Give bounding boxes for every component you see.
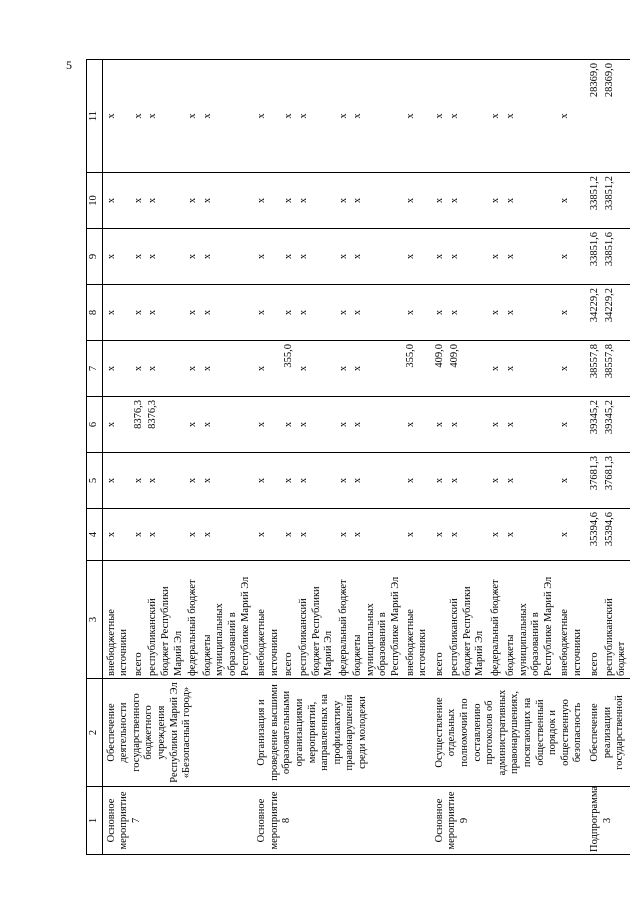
measure-name: Основное мероприятие 8 — [253, 787, 431, 855]
funding-source: внебюджетные источники — [253, 561, 282, 679]
amount-cell: x — [186, 509, 201, 561]
funding-source: бюджеты муниципальных образований в Республике Марий Эл — [351, 561, 403, 679]
funding-source: внебюджетные источники — [404, 561, 431, 679]
funding-source: всего — [586, 561, 603, 679]
amount-cell: x — [489, 509, 504, 561]
funding-source: всего — [431, 561, 448, 679]
amount-cell: 8376,3 — [146, 397, 186, 453]
amount-cell: 33851,2 — [603, 173, 630, 229]
amount-cell: x — [431, 453, 448, 509]
amount-cell: x — [431, 60, 448, 173]
amount-cell: x — [404, 453, 431, 509]
table-row — [253, 60, 282, 855]
column-number: 8 — [87, 285, 103, 341]
amount-cell: x — [186, 285, 201, 341]
amount-cell: x — [337, 509, 352, 561]
amount-cell: x — [337, 397, 352, 453]
amount-cell: x — [337, 341, 352, 397]
funding-source: республиканский бюджет Республики Марий Эл — [448, 561, 489, 679]
amount-cell: x — [504, 397, 558, 453]
amount-cell: x — [102, 509, 132, 561]
amount-cell: x — [102, 60, 132, 173]
amount-cell: x — [297, 341, 337, 397]
amount-cell: x — [132, 60, 147, 173]
amount-cell: 39345,2 — [586, 397, 603, 453]
amount-cell: x — [132, 453, 147, 509]
funding-source: бюджеты муниципальных образований в Республике Марий Эл — [504, 561, 558, 679]
amount-cell: x — [504, 509, 558, 561]
amount-cell: x — [282, 509, 297, 561]
amount-cell: x — [282, 397, 297, 453]
amount-cell: x — [558, 453, 586, 509]
table-row — [102, 60, 132, 855]
table-row — [431, 60, 448, 855]
amount-cell: x — [504, 341, 558, 397]
measure-description: Организация и проведение высшими образовательными организациями мероприятий, направленных на профилактику правонарушений среди молодежи — [253, 679, 431, 787]
amount-cell: x — [337, 453, 352, 509]
amount-cell: x — [431, 229, 448, 285]
amount-cell: x — [253, 509, 282, 561]
column-number: 10 — [87, 173, 103, 229]
table-row — [586, 60, 603, 855]
amount-cell: x — [102, 229, 132, 285]
amount-cell: x — [351, 173, 403, 229]
amount-cell: x — [351, 341, 403, 397]
amount-cell: x — [132, 509, 147, 561]
amount-cell: 28369,0 — [603, 60, 630, 173]
funding-source: федеральный бюджет — [186, 561, 201, 679]
amount-cell: x — [431, 173, 448, 229]
amount-cell: x — [253, 397, 282, 453]
amount-cell: 355,0 — [282, 341, 297, 397]
amount-cell: x — [146, 341, 186, 397]
amount-cell: x — [282, 173, 297, 229]
amount-cell: x — [558, 509, 586, 561]
amount-cell: x — [201, 60, 253, 173]
amount-cell: x — [201, 453, 253, 509]
amount-cell: x — [351, 453, 403, 509]
amount-cell: x — [297, 453, 337, 509]
amount-cell: x — [282, 285, 297, 341]
funding-source: федеральный бюджет — [489, 561, 504, 679]
column-number: 3 — [87, 561, 103, 679]
column-number: 4 — [87, 509, 103, 561]
amount-cell: x — [504, 60, 558, 173]
amount-cell: x — [201, 285, 253, 341]
column-number: 11 — [87, 60, 103, 173]
amount-cell: x — [404, 397, 431, 453]
amount-cell: x — [282, 229, 297, 285]
amount-cell: x — [297, 173, 337, 229]
amount-cell: x — [489, 229, 504, 285]
amount-cell: x — [351, 60, 403, 173]
amount-cell: 35394,6 — [603, 509, 630, 561]
amount-cell: x — [253, 453, 282, 509]
amount-cell: x — [404, 229, 431, 285]
amount-cell: x — [337, 173, 352, 229]
amount-cell: x — [282, 453, 297, 509]
column-number: 6 — [87, 397, 103, 453]
amount-cell: 34229,2 — [603, 285, 630, 341]
amount-cell: 35394,6 — [586, 509, 603, 561]
funding-source: федеральный бюджет — [337, 561, 352, 679]
column-number: 9 — [87, 229, 103, 285]
amount-cell: x — [146, 453, 186, 509]
amount-cell: x — [404, 173, 431, 229]
column-number: 5 — [87, 453, 103, 509]
amount-cell: x — [102, 173, 132, 229]
amount-cell: x — [253, 173, 282, 229]
amount-cell: x — [337, 60, 352, 173]
amount-cell: 37681,3 — [603, 453, 630, 509]
amount-cell: x — [558, 285, 586, 341]
amount-cell: 39345,2 — [603, 397, 630, 453]
amount-cell: x — [504, 173, 558, 229]
amount-cell: x — [201, 229, 253, 285]
amount-cell: x — [201, 397, 253, 453]
amount-cell: x — [337, 285, 352, 341]
amount-cell: x — [504, 453, 558, 509]
funding-source: республиканский бюджет Республики Марий Эл — [297, 561, 337, 679]
amount-cell: x — [146, 509, 186, 561]
amount-cell: x — [404, 60, 431, 173]
column-number: 7 — [87, 341, 103, 397]
amount-cell: x — [253, 285, 282, 341]
amount-cell: x — [186, 341, 201, 397]
amount-cell: x — [431, 397, 448, 453]
amount-cell: 38557,8 — [586, 341, 603, 397]
funding-source: бюджеты муниципальных образований в Республике Марий Эл — [201, 561, 253, 679]
amount-cell: x — [558, 229, 586, 285]
funding-source: всего — [282, 561, 297, 679]
amount-cell: x — [558, 397, 586, 453]
amount-cell: 34229,2 — [586, 285, 603, 341]
amount-cell: 33851,6 — [603, 229, 630, 285]
amount-cell: x — [448, 453, 489, 509]
amount-cell: 8376,3 — [132, 397, 147, 453]
amount-cell: 409,0 — [448, 341, 489, 397]
amount-cell: x — [201, 509, 253, 561]
amount-cell: x — [431, 285, 448, 341]
column-number: 2 — [87, 679, 103, 787]
column-number-row — [87, 60, 103, 855]
measure-name: Основное мероприятие 7 — [102, 787, 253, 855]
amount-cell: x — [504, 229, 558, 285]
amount-cell: x — [337, 229, 352, 285]
amount-cell: x — [282, 60, 297, 173]
budget-table — [86, 59, 630, 855]
amount-cell: x — [351, 285, 403, 341]
amount-cell: 33851,2 — [586, 173, 603, 229]
amount-cell: x — [102, 453, 132, 509]
amount-cell: x — [132, 285, 147, 341]
funding-source: всего — [132, 561, 147, 679]
funding-source: республиканский бюджет — [603, 561, 630, 679]
amount-cell: x — [431, 509, 448, 561]
amount-cell: x — [489, 453, 504, 509]
amount-cell: x — [102, 341, 132, 397]
amount-cell: 28369,0 — [586, 60, 603, 173]
amount-cell: x — [297, 60, 337, 173]
amount-cell: x — [351, 229, 403, 285]
amount-cell: x — [558, 173, 586, 229]
amount-cell: x — [351, 397, 403, 453]
amount-cell: x — [132, 229, 147, 285]
amount-cell: 355,0 — [404, 341, 431, 397]
amount-cell: x — [448, 173, 489, 229]
amount-cell: x — [132, 173, 147, 229]
amount-cell: x — [102, 397, 132, 453]
amount-cell: x — [146, 173, 186, 229]
amount-cell: x — [186, 229, 201, 285]
amount-cell: x — [253, 229, 282, 285]
amount-cell: x — [297, 397, 337, 453]
amount-cell: x — [558, 341, 586, 397]
amount-cell: 33851,6 — [586, 229, 603, 285]
amount-cell: x — [489, 285, 504, 341]
amount-cell: 37681,3 — [586, 453, 603, 509]
amount-cell: x — [489, 397, 504, 453]
funding-source: республиканский бюджет Республики Марий Эл — [146, 561, 186, 679]
amount-cell: x — [448, 229, 489, 285]
amount-cell: x — [448, 509, 489, 561]
measure-name: Подпрограмма 3 — [586, 787, 630, 855]
measure-description: Обеспечение реализации государственной — [586, 679, 630, 787]
amount-cell: x — [201, 173, 253, 229]
amount-cell: x — [404, 285, 431, 341]
amount-cell: x — [253, 60, 282, 173]
measure-name: Основное мероприятие 9 — [431, 787, 586, 855]
amount-cell: x — [448, 397, 489, 453]
measure-description: Осуществление отдельных полномочий по составлению протоколов об административных правонарушениях, посягающих на общественный порядок и общественную безопасность — [431, 679, 586, 787]
amount-cell: x — [186, 453, 201, 509]
amount-cell: 409,0 — [431, 341, 448, 397]
amount-cell: x — [146, 229, 186, 285]
amount-cell: x — [102, 285, 132, 341]
amount-cell: x — [146, 60, 186, 173]
amount-cell: x — [489, 60, 504, 173]
amount-cell: x — [489, 341, 504, 397]
amount-cell: x — [201, 341, 253, 397]
amount-cell: x — [351, 509, 403, 561]
amount-cell: x — [297, 229, 337, 285]
amount-cell: x — [448, 285, 489, 341]
funding-source: внебюджетные источники — [558, 561, 586, 679]
amount-cell: x — [297, 509, 337, 561]
measure-description: Обеспечение деятельности государственного бюджетного учреждения Республики Марий Эл «Безопасный город» — [102, 679, 253, 787]
amount-cell: x — [489, 173, 504, 229]
table-body — [102, 60, 630, 855]
funding-source: внебюджетные источники — [102, 561, 132, 679]
amount-cell: 38557,8 — [603, 341, 630, 397]
amount-cell: x — [558, 60, 586, 173]
page-number: 5 — [66, 58, 72, 72]
amount-cell: x — [132, 341, 147, 397]
amount-cell: x — [186, 397, 201, 453]
amount-cell: x — [448, 60, 489, 173]
column-number: 1 — [87, 787, 103, 855]
amount-cell: x — [297, 285, 337, 341]
amount-cell: x — [404, 509, 431, 561]
amount-cell: x — [504, 285, 558, 341]
amount-cell: x — [146, 285, 186, 341]
amount-cell: x — [186, 173, 201, 229]
amount-cell: x — [253, 341, 282, 397]
amount-cell: x — [186, 60, 201, 173]
